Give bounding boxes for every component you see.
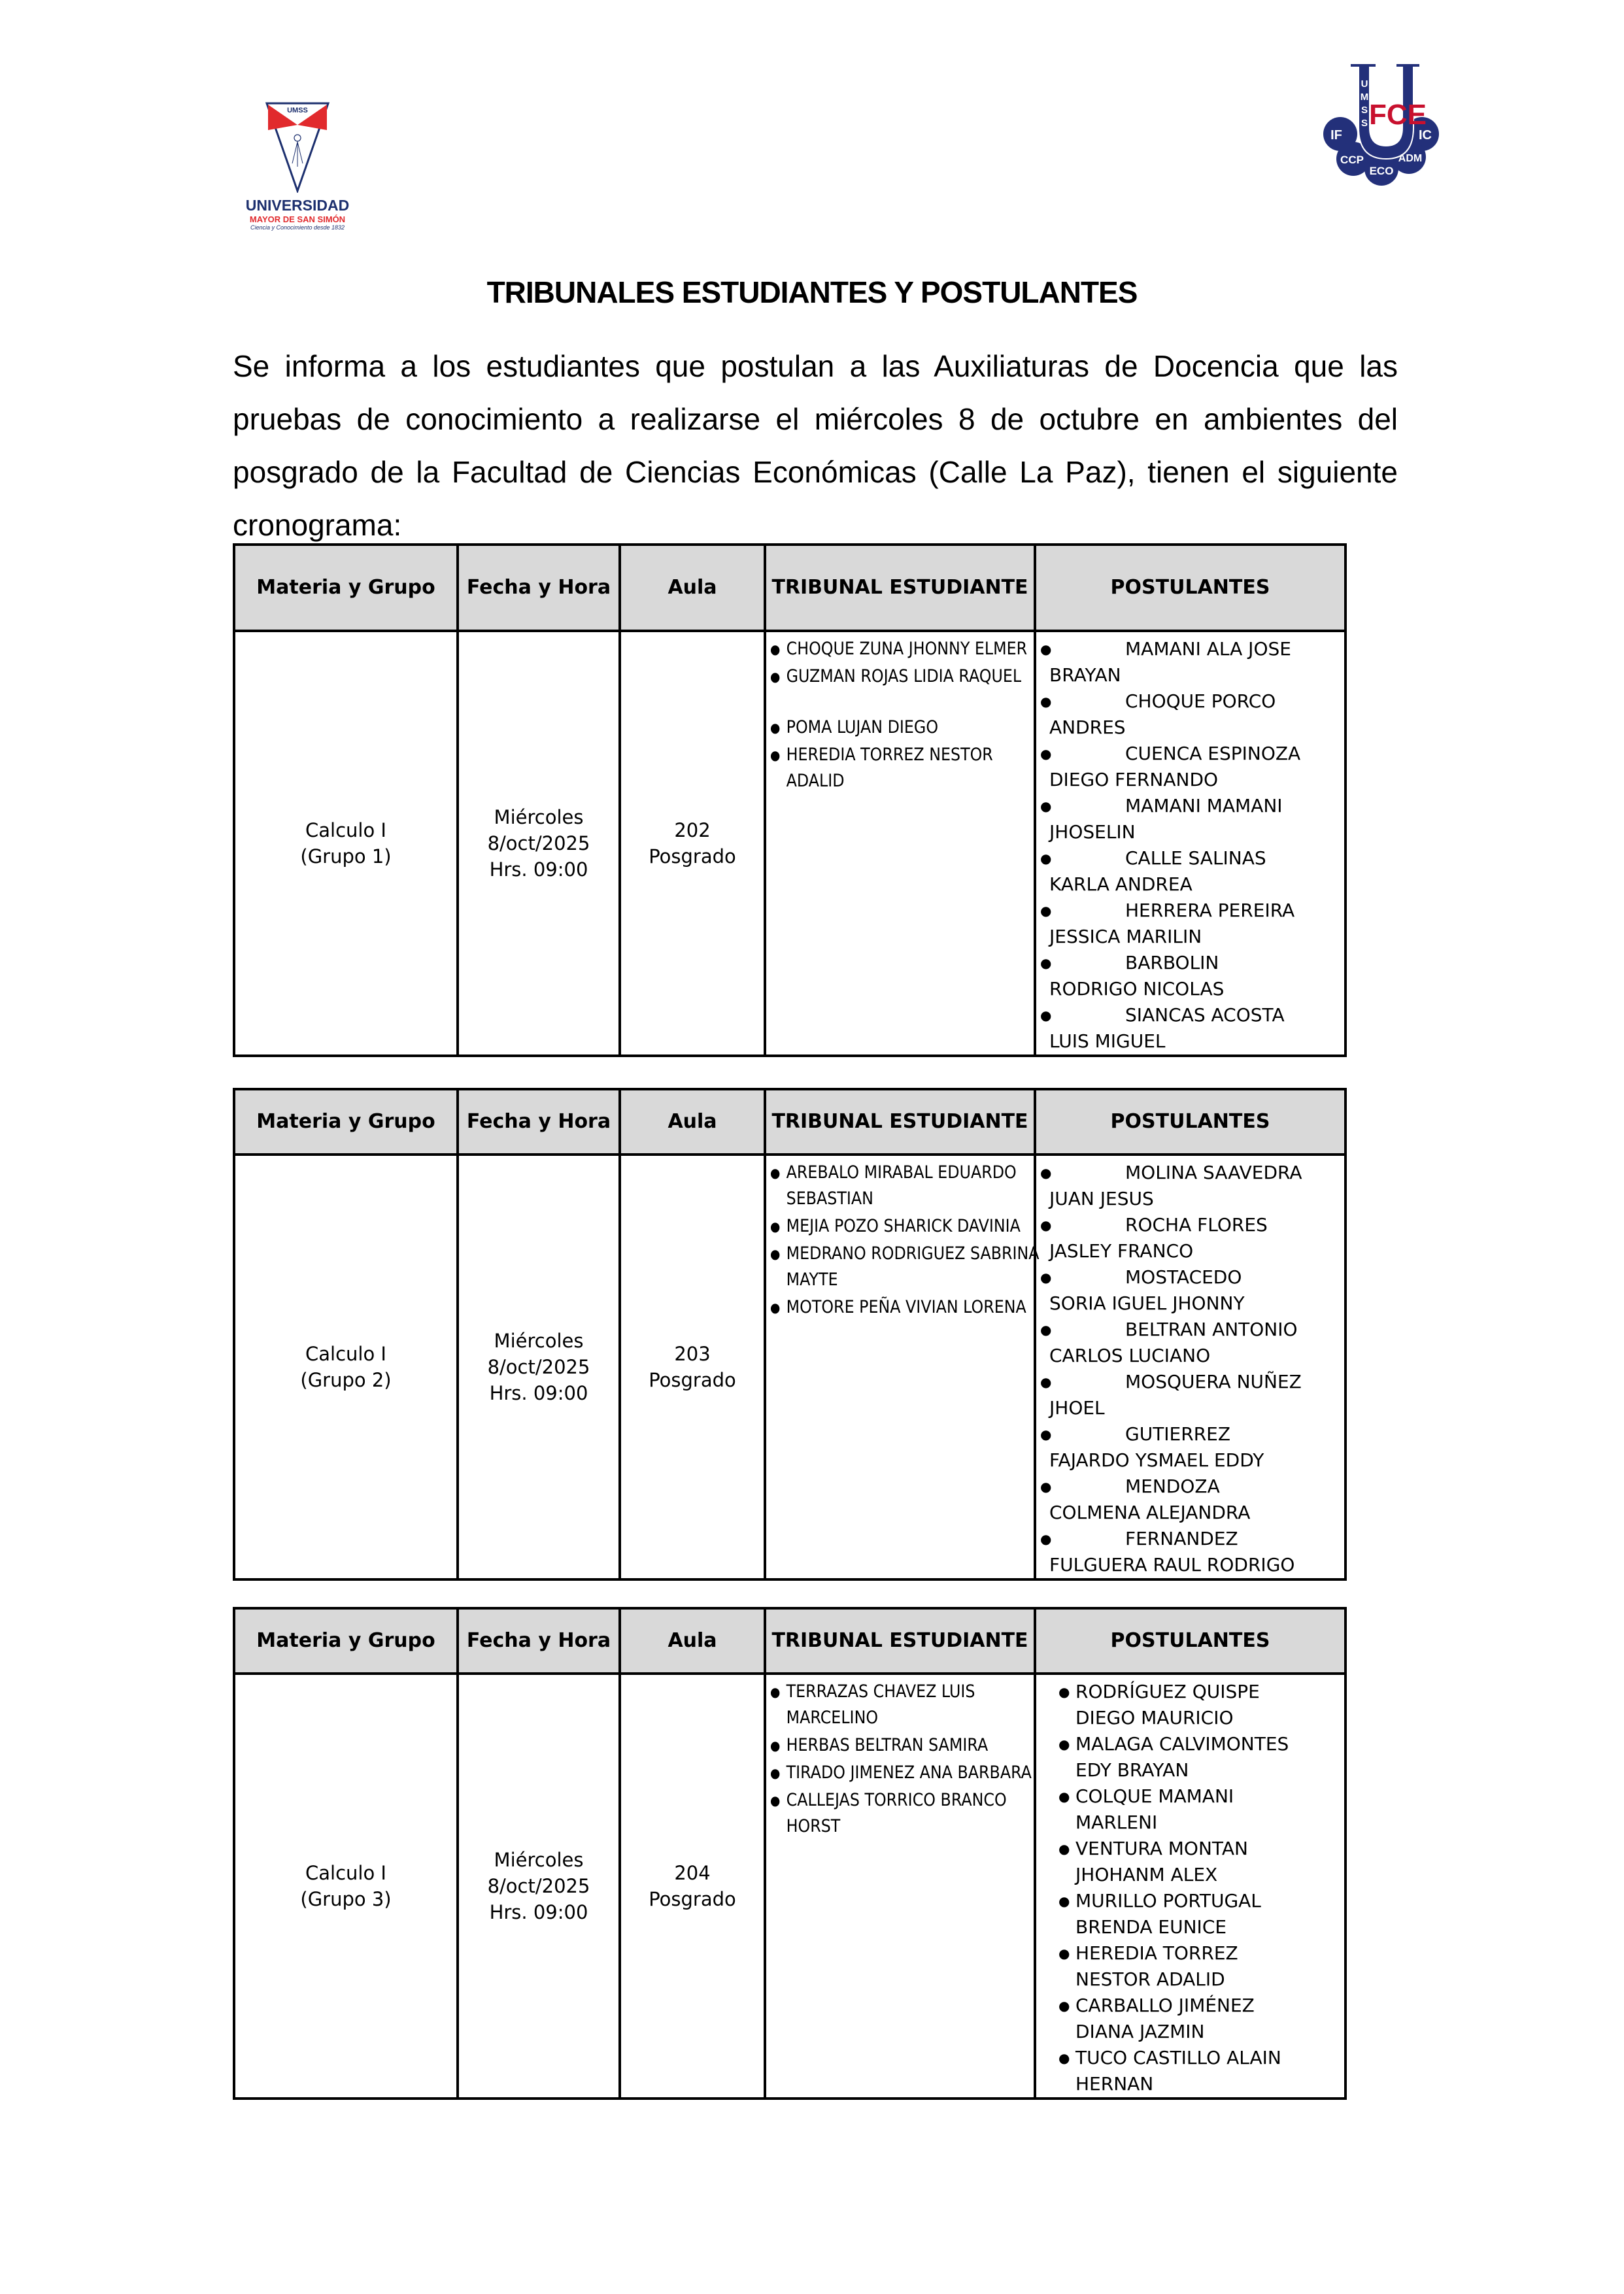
- umss-logo: [242, 101, 353, 231]
- dia: Miércoles: [494, 1849, 584, 1871]
- umss-motto: Ciencia y Conocimiento desde 1832: [250, 224, 345, 231]
- postulante-item: ● BARBOLIN RODRIGO NICOLAS: [1040, 950, 1340, 1002]
- tribunal-cell: [765, 1674, 1035, 2099]
- tribunal-item: ● MOTORE PEÑA VIVIAN LORENA: [770, 1294, 1044, 1321]
- bullet-icon: ●: [1040, 1165, 1052, 1181]
- tribunal-cell: [765, 631, 1035, 1056]
- col-header-postulantes: POSTULANTES: [1035, 545, 1345, 631]
- postulante-item: ● CARBALLO JIMÉNEZ DIANA JAZMIN: [1040, 1993, 1340, 2045]
- grupo-label: (Grupo 1): [300, 845, 392, 868]
- postulante-item: ● MOLINA SAAVEDRA JUAN JESUS: [1040, 1160, 1340, 1212]
- aula-cell: [620, 1155, 765, 1579]
- bullet-icon: ●: [1040, 955, 1052, 971]
- tribunal-cell: [765, 1155, 1040, 1579]
- tribunal-item: ● MEJIA POZO SHARICK DAVINIA: [770, 1213, 1044, 1240]
- aula-ambiente: Posgrado: [649, 1888, 736, 1910]
- bullet-icon: ●: [1040, 798, 1052, 814]
- col-header-materia: Materia y Grupo: [234, 545, 458, 631]
- table-row: [234, 1674, 1345, 2099]
- svg-text:S: S: [1361, 105, 1368, 116]
- svg-text:IC: IC: [1419, 128, 1432, 143]
- umss-shield-icon: [265, 101, 330, 193]
- bullet-icon: ●: [1058, 1736, 1070, 1752]
- col-header-fecha: Fecha y Hora: [458, 1608, 620, 1674]
- postulante-item: ● MAMANI ALA JOSE BRAYAN: [1040, 636, 1340, 688]
- fecha-cell: [458, 1155, 620, 1579]
- tribunal-list: [770, 636, 1030, 794]
- table-row: [234, 1155, 1345, 1579]
- postulantes-cell: [1035, 1674, 1345, 2099]
- intro-paragraph: Se informa a los estudiantes que postulan a las Auxiliaturas de Docencia que las pruebas de conocimiento a realizarse el miércoles 8 de octubre en ambientes del posgrado de la Facultad de Ciencias Económicas (Calle La Paz), tienen el siguiente cronograma:: [233, 349, 1398, 542]
- col-header-tribunal: TRIBUNAL ESTUDIANTE: [765, 1608, 1035, 1674]
- materia-cell: [234, 631, 458, 1056]
- aula-number: 204: [674, 1862, 711, 1884]
- postulante-item: ● CUENCA ESPINOZA DIEGO FERNANDO: [1040, 741, 1340, 793]
- bullet-icon: ●: [1040, 1322, 1052, 1338]
- tribunal-item: ● TIRADO JIMENEZ ANA BARBARA: [770, 1760, 1044, 1786]
- schedule-table-grupo-3: [233, 1607, 1347, 2100]
- svg-text:S: S: [1361, 118, 1368, 129]
- tribunal-item: ● AREBALO MIRABAL EDUARDO SEBASTIAN: [770, 1160, 1044, 1212]
- page-title: TRIBUNALES ESTUDIANTES Y POSTULANTES: [486, 275, 1138, 309]
- bullet-icon: ●: [1040, 1270, 1052, 1285]
- postulante-item: ● HERRERA PEREIRA JESSICA MARILIN: [1040, 898, 1340, 950]
- postulante-item: ● SIANCAS ACOSTA LUIS MIGUEL: [1040, 1002, 1340, 1054]
- tribunal-item: ● MEDRANO RODRIGUEZ SABRINA MAYTE: [770, 1241, 1044, 1293]
- col-header-aula: Aula: [620, 545, 765, 631]
- tribunal-item: ● POMA LUJAN DIEGO: [770, 715, 1044, 741]
- bullet-icon: ●: [1040, 1217, 1052, 1233]
- table-row: [234, 631, 1345, 1056]
- bullet-icon: ●: [1058, 1841, 1070, 1857]
- tribunal-item: ● CALLEJAS TORRICO BRANCO HORST: [770, 1787, 1044, 1840]
- col-header-tribunal: TRIBUNAL ESTUDIANTE: [765, 545, 1035, 631]
- table-header-row: [234, 1608, 1345, 1674]
- fecha: 8/oct/2025: [487, 832, 590, 854]
- postulante-item: ● MOSTACEDO SORIA IGUEL JHONNY: [1040, 1264, 1340, 1317]
- bullet-icon: ●: [1040, 903, 1052, 919]
- grupo-label: (Grupo 2): [300, 1369, 392, 1391]
- hora: Hrs. 09:00: [489, 1901, 588, 1923]
- tribunal-item: ● HEREDIA TORREZ NESTOR ADALID: [770, 742, 1044, 794]
- col-header-postulantes: POSTULANTES: [1035, 1089, 1345, 1155]
- col-header-postulantes: POSTULANTES: [1035, 1608, 1345, 1674]
- dia: Miércoles: [494, 1330, 584, 1352]
- aula-number: 203: [674, 1343, 711, 1365]
- postulante-item: ● COLQUE MAMANI MARLENI: [1040, 1783, 1340, 1836]
- svg-text:M: M: [1360, 92, 1369, 103]
- bullet-icon: ●: [1040, 746, 1052, 762]
- tribunal-item: ● HERBAS BELTRAN SAMIRA: [770, 1732, 1044, 1759]
- postulante-item: ● CHOQUE PORCO ANDRES: [1040, 688, 1340, 741]
- col-header-tribunal: TRIBUNAL ESTUDIANTE: [765, 1089, 1035, 1155]
- tribunal-item: ● TERRAZAS CHAVEZ LUIS MARCELINO: [770, 1679, 1044, 1731]
- tribunal-item: ● CHOQUE ZUNA JHONNY ELMER: [770, 636, 1044, 662]
- table-header-row: [234, 1089, 1345, 1155]
- postulante-item: ● RODRÍGUEZ QUISPE DIEGO MAURICIO: [1040, 1679, 1340, 1731]
- postulante-item: ● MAMANI MAMANI JHOSELIN: [1040, 793, 1340, 845]
- postulante-item: ● GUTIERREZ FAJARDO YSMAEL EDDY: [1040, 1421, 1340, 1474]
- tribunal-item: ● GUZMAN ROJAS LIDIA RAQUEL: [770, 664, 1044, 690]
- aula-number: 202: [674, 819, 711, 841]
- bullet-icon: ●: [1058, 1684, 1070, 1700]
- bullet-icon: ●: [1040, 1479, 1052, 1494]
- bullet-icon: ●: [1040, 1374, 1052, 1390]
- svg-text:FCE: FCE: [1369, 99, 1427, 131]
- bullet-icon: ●: [1058, 1893, 1070, 1909]
- svg-text:ECO: ECO: [1369, 165, 1394, 177]
- svg-text:CCP: CCP: [1340, 154, 1364, 166]
- aula-cell: [620, 631, 765, 1056]
- postulantes-list: [1040, 636, 1340, 1054]
- aula-ambiente: Posgrado: [649, 1369, 736, 1391]
- postulante-item: ● BELTRAN ANTONIO CARLOS LUCIANO: [1040, 1317, 1340, 1369]
- bullet-icon: ●: [1058, 2050, 1070, 2066]
- table-header-row: [234, 545, 1345, 631]
- bullet-icon: ●: [1040, 1007, 1052, 1023]
- fce-logo: [1314, 62, 1445, 186]
- postulantes-list: [1040, 1160, 1340, 1578]
- postulante-item: ● MOSQUERA NUÑEZ JHOEL: [1040, 1369, 1340, 1421]
- fecha: 8/oct/2025: [487, 1356, 590, 1378]
- schedule-table-grupo-2: [233, 1088, 1347, 1581]
- materia-name: Calculo I: [305, 1862, 386, 1884]
- postulante-item: ● CALLE SALINAS KARLA ANDREA: [1040, 845, 1340, 898]
- svg-text:ADM: ADM: [1398, 153, 1423, 164]
- aula-ambiente: Posgrado: [649, 845, 736, 868]
- postulante-item: ● MENDOZA COLMENA ALEJANDRA: [1040, 1474, 1340, 1526]
- bullet-icon: ●: [1058, 1998, 1070, 2014]
- bullet-icon: ●: [1040, 694, 1052, 709]
- postulante-item: ● ROCHA FLORES JASLEY FRANCO: [1040, 1212, 1340, 1264]
- grupo-label: (Grupo 3): [300, 1888, 392, 1910]
- materia-name: Calculo I: [305, 1343, 386, 1365]
- schedule-table-grupo-1: [233, 543, 1347, 1057]
- fce-emblem-icon: [1314, 62, 1445, 186]
- postulante-item: ● VENTURA MONTAN JHOHANM ALEX: [1040, 1836, 1340, 1888]
- aula-cell: [620, 1674, 765, 2099]
- svg-text:UMSS: UMSS: [287, 107, 308, 114]
- col-header-materia: Materia y Grupo: [234, 1608, 458, 1674]
- postulantes-cell: [1035, 1155, 1345, 1579]
- bullet-icon: ●: [1040, 641, 1052, 657]
- postulantes-list: [1040, 1679, 1340, 2097]
- bullet-icon: ●: [1058, 1946, 1070, 1961]
- bullet-icon: ●: [1040, 1531, 1052, 1547]
- postulante-item: ● FERNANDEZ FULGUERA RAUL RODRIGO: [1040, 1526, 1340, 1578]
- postulante-item: ● TUCO CASTILLO ALAIN HERNAN: [1040, 2045, 1340, 2097]
- fecha: 8/oct/2025: [487, 1875, 590, 1897]
- fecha-cell: [458, 1674, 620, 2099]
- materia-name: Calculo I: [305, 819, 386, 841]
- hora: Hrs. 09:00: [489, 1382, 588, 1404]
- svg-text:U: U: [1361, 78, 1368, 90]
- tribunal-list: [770, 1160, 1040, 1321]
- col-header-materia: Materia y Grupo: [234, 1089, 458, 1155]
- umss-subname: MAYOR DE SAN SIMÓN: [249, 214, 346, 224]
- col-header-fecha: Fecha y Hora: [458, 1089, 620, 1155]
- col-header-fecha: Fecha y Hora: [458, 545, 620, 631]
- postulantes-cell: [1035, 631, 1345, 1056]
- materia-cell: [234, 1155, 458, 1579]
- postulante-item: ● MURILLO PORTUGAL BRENDA EUNICE: [1040, 1888, 1340, 1940]
- umss-name: UNIVERSIDAD: [245, 197, 350, 214]
- postulante-item: ● HEREDIA TORREZ NESTOR ADALID: [1040, 1940, 1340, 1993]
- bullet-icon: ●: [1040, 851, 1052, 866]
- dia: Miércoles: [494, 806, 584, 828]
- tribunal-list: [770, 1679, 1030, 1840]
- bullet-icon: ●: [1058, 1789, 1070, 1804]
- materia-cell: [234, 1674, 458, 2099]
- bullet-icon: ●: [1040, 1426, 1052, 1442]
- fecha-cell: [458, 631, 620, 1056]
- hora: Hrs. 09:00: [489, 858, 588, 881]
- col-header-aula: Aula: [620, 1608, 765, 1674]
- postulante-item: ● MALAGA CALVIMONTES EDY BRAYAN: [1040, 1731, 1340, 1783]
- svg-text:IF: IF: [1330, 128, 1342, 143]
- col-header-aula: Aula: [620, 1089, 765, 1155]
